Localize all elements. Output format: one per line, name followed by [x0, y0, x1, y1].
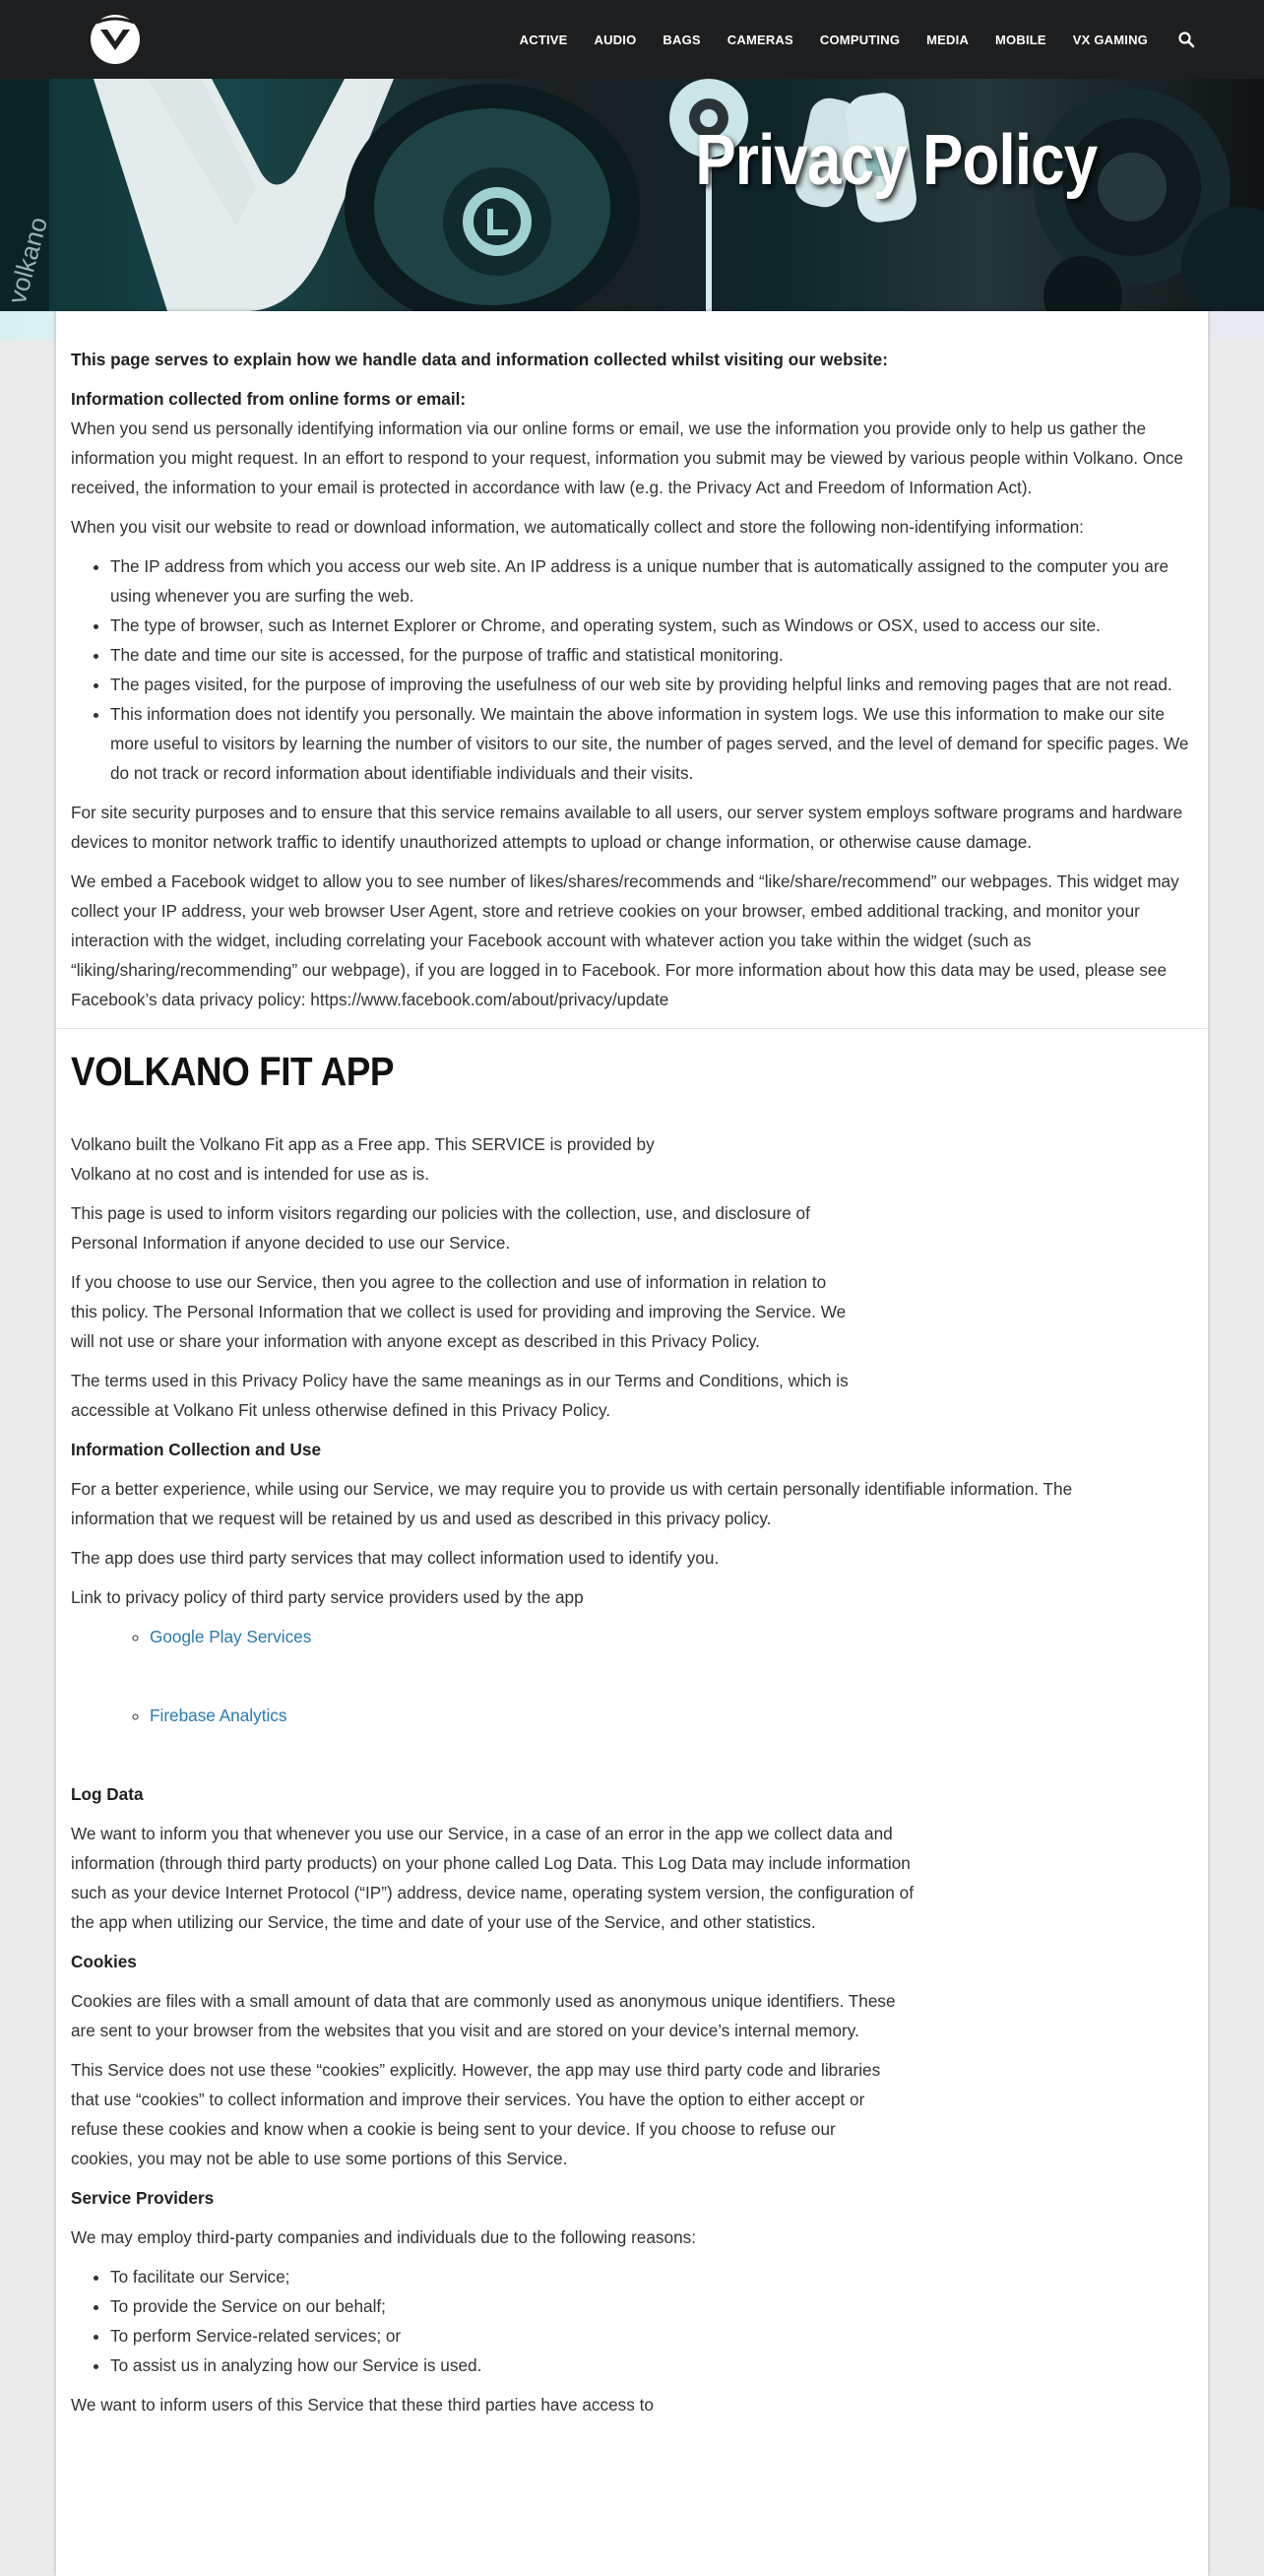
security-paragraph: For site security purposes and to ensure that this service remains available to all users, our server system employs software programs and hardware devices to monitor network traffic to identify unauthorized attempts to upload or change information, or otherwise cause damage. — [71, 803, 1183, 852]
collection-paragraph-1: For a better experience, while using our Service, we may require you to provide us with certain personally identifiable information. The information that we request will be retained by us and used as described in this privacy policy. — [71, 1479, 1073, 1528]
list-item: • The pages visited, for the purpose of improving the usefulness of our web site by providing helpful links and removing pages that are not read. — [110, 670, 1194, 699]
list-item: • The date and time our site is accessed, for the purpose of traffic and statistical monitoring. — [110, 640, 1194, 670]
cookies-heading: Cookies — [71, 1952, 137, 1971]
list-item: • This information does not identify you personally. We maintain the above information in system logs. We use this information to make our site more useful to visitors by learning the number of visitors to our site, the number of pages served, and the level of demand for specific pages. We do not track or record information about identifiable individuals and their visits. — [110, 699, 1194, 788]
google-play-services-link[interactable]: Google Play Services — [150, 1627, 312, 1646]
section-divider — [56, 1028, 1208, 1029]
visit-list — [71, 551, 1194, 788]
log-data-heading: Log Data — [71, 1784, 144, 1804]
svg-text:volkano: volkano — [1, 214, 53, 307]
nav-mobile[interactable]: MOBILE — [995, 32, 1046, 47]
list-item — [150, 1701, 1194, 1730]
list-item: • To perform Service-related services; or — [110, 2321, 1194, 2351]
main-menu — [493, 0, 1195, 79]
nav-media[interactable]: MEDIA — [926, 32, 970, 47]
list-item: • To provide the Service on our behalf; — [110, 2291, 1194, 2321]
log-data-paragraph: We want to inform you that whenever you use our Service, in a case of an error in the app we collect data and information (through third party products) on your phone called Log Data. This Log Data may include information such as your device Internet Protocol (“IP”) address, device name, operating system version, the configuration of the app when utilizing our Service, the time and date of your use of the Service, and other statistics. — [71, 1824, 914, 1932]
providers-paragraph: We may employ third-party companies and individuals due to the following reasons: — [71, 2227, 696, 2247]
cookies-paragraph-1: Cookies are files with a small amount of data that are commonly used as anonymous unique identifiers. These are sent to your browser from the websites that you visit and are stored on your device’s internal memory. — [71, 1991, 896, 2040]
nav-computing[interactable]: COMPUTING — [819, 32, 901, 47]
list-item — [150, 1622, 1194, 1651]
nav-bags[interactable]: BAGS — [663, 32, 701, 47]
providers-list — [71, 2262, 1194, 2380]
list-item: • To assist us in analyzing how our Service is used. — [110, 2351, 1194, 2380]
hero-banner — [0, 79, 1264, 311]
third-party-links — [71, 1622, 1194, 1730]
collection-heading: Information Collection and Use — [71, 1440, 322, 1459]
nav-vx-gaming[interactable]: VX GAMING — [1072, 32, 1148, 47]
forms-paragraph: When you send us personally identifying information via our online forms or email, we use the information you provide only to help us gather the information you might request. In an effort to respond to your request, information you submit may be viewed by various people within Volkano. Once received, the information to your email is protected in accordance with law (e.g. the Privacy Act and Freedom of Information Act). — [71, 419, 1183, 497]
fit-paragraph-1: Volkano built the Volkano Fit app as a Free app. This SERVICE is provided by Volkano at no cost and is intended for use as is. — [71, 1134, 655, 1184]
top-navigation — [0, 0, 1264, 79]
collection-paragraph-2: The app does use third party services that may collect information used to identify you. — [71, 1548, 720, 1568]
nav-active[interactable]: ACTIVE — [519, 32, 568, 47]
list-item: • The type of browser, such as Internet Explorer or Chrome, and operating system, such as Windows or OSX, used to access our site. — [110, 611, 1194, 640]
providers-more-paragraph: We want to inform users of this Service that these third parties have access to — [71, 2395, 654, 2415]
list-item: • The IP address from which you access our web site. An IP address is a unique number that is automatically assigned to the computer you are using whenever you are surfing the web. — [110, 551, 1194, 611]
fit-paragraph-3: If you choose to use our Service, then you agree to the collection and use of information in relation to this policy. The Personal Information that we collect is used for providing and improving the Service. We will not use or share your information with anyone except as described in this Privacy Policy. — [71, 1272, 847, 1351]
list-item: • To facilitate our Service; — [110, 2262, 1194, 2291]
intro-text: This page serves to explain how we handle data and information collected whilst visiting our website: — [71, 350, 888, 369]
page-title: Privacy Policy — [695, 121, 1097, 200]
nav-cameras[interactable]: CAMERAS — [727, 32, 793, 47]
fit-app-heading: VOLKANO FIT APP — [71, 1049, 395, 1094]
fit-paragraph-4: The terms used in this Privacy Policy have the same meanings as in our Terms and Conditions, which is accessible at Volkano Fit unless otherwise defined in this Privacy Policy. — [71, 1371, 849, 1420]
content-card — [56, 311, 1208, 2576]
firebase-analytics-link[interactable]: Firebase Analytics — [150, 1706, 287, 1725]
collection-paragraph-3: Link to privacy policy of third party service providers used by the app — [71, 1587, 584, 1607]
nav-audio[interactable]: AUDIO — [594, 32, 637, 47]
facebook-paragraph: We embed a Facebook widget to allow you to see number of likes/shares/recommends and “like/share/recommend” our webpages. This widget may collect your IP address, your web browser User Agent, store and retrieve cookies on your browser, embed additional tracking, and monitor your interaction with the widget, including correlating your Facebook account with whatever action you take within the widget (such as “liking/sharing/recommending” our webpage), if you are logged in to Facebook. For more information about how this data may be used, please see Facebook’s data privacy policy: https://www.facebook.com/about/privacy/update — [71, 871, 1179, 1009]
search-icon[interactable] — [1177, 31, 1195, 48]
visit-paragraph: When you visit our website to read or download information, we automatically collect and store the following non-identifying information: — [71, 517, 1084, 537]
forms-heading: Information collected from online forms or email: — [71, 389, 467, 409]
cookies-paragraph-2: This Service does not use these “cookies” explicitly. However, the app may use third party code and libraries that use “cookies” to collect information and improve their services. You have the option to either accept or refuse these cookies and know when a cookie is being sent to your device. If you choose to refuse our cookies, you may not be able to use some portions of this Service. — [71, 2060, 881, 2168]
fit-paragraph-2: This page is used to inform visitors regarding our policies with the collection, use, and disclosure of Personal Information if anyone decided to use our Service. — [71, 1203, 810, 1253]
volkano-logo[interactable] — [89, 13, 142, 66]
service-providers-heading: Service Providers — [71, 2188, 215, 2208]
